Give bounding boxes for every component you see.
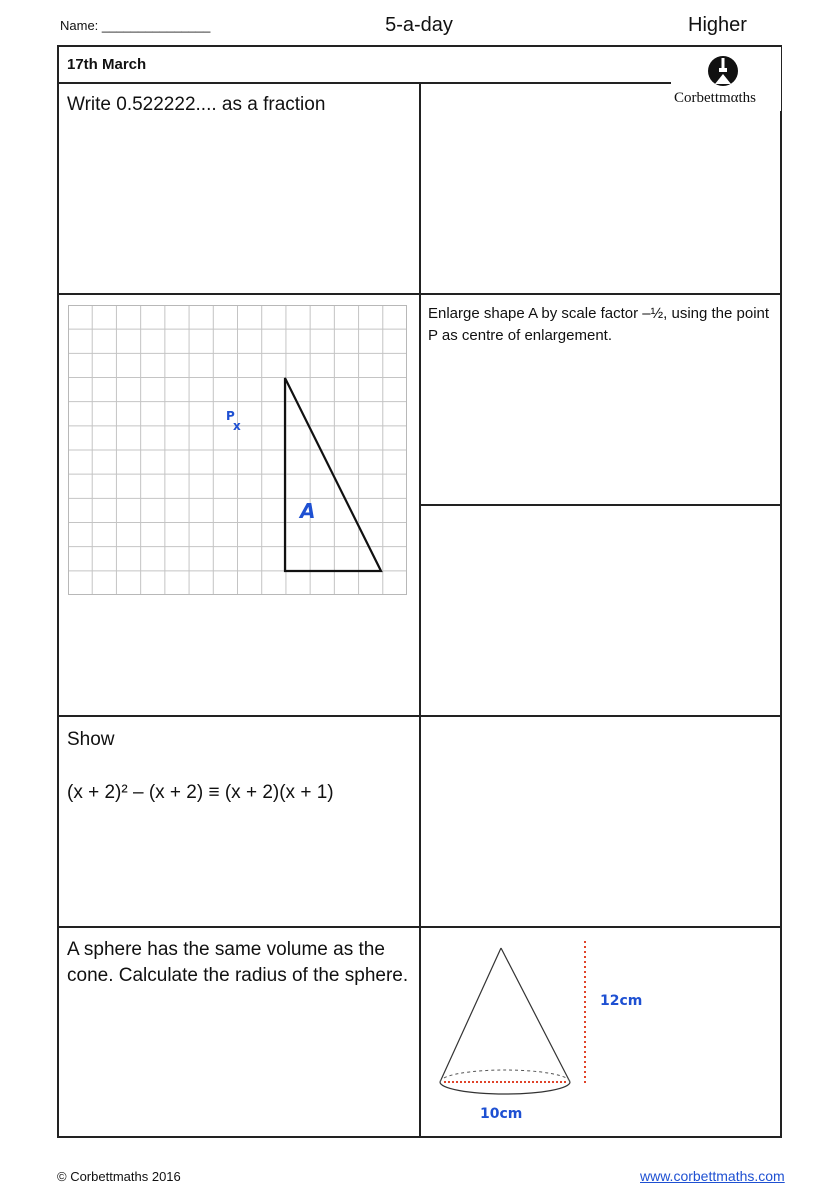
copyright-text: © Corbettmaths 2016	[57, 1169, 181, 1184]
shape-a-label: A	[300, 499, 316, 523]
logo-wordmark: Corbettmαths	[674, 90, 757, 106]
question-3-identity: (x + 2)² – (x + 2) ≡ (x + 2)(x + 1)	[67, 782, 334, 803]
height-label: 12cm	[600, 993, 643, 1009]
corbettmaths-logo-icon	[702, 54, 744, 90]
enlargement-grid-figure	[68, 305, 408, 597]
divider-answer-box	[419, 504, 782, 506]
question-4-text: A sphere has the same volume as the cone. Calculate the radius of the sphere.	[67, 939, 409, 986]
worksheet-date: 17th March	[67, 56, 147, 73]
point-p-marker: x	[233, 419, 241, 433]
difficulty-level: Higher	[688, 14, 747, 36]
question-2-text: Enlarge shape A by scale factor –½, using the point P as centre of enlargement.	[428, 305, 770, 344]
cone-base-back	[440, 1070, 570, 1082]
cone-figure	[430, 935, 660, 1130]
question-1-text: Write 0.522222.... as a fraction	[67, 94, 326, 115]
cone-base-front	[440, 1082, 570, 1094]
worksheet-title: 5-a-day	[385, 14, 453, 36]
question-3-show: Show	[67, 729, 115, 750]
divider-column	[419, 82, 421, 1138]
point-p-label: P	[226, 409, 235, 423]
name-field-label: Name: _______________	[60, 18, 211, 33]
diameter-label: 10cm	[480, 1106, 523, 1122]
website-link[interactable]: www.corbettmaths.com	[640, 1168, 785, 1184]
